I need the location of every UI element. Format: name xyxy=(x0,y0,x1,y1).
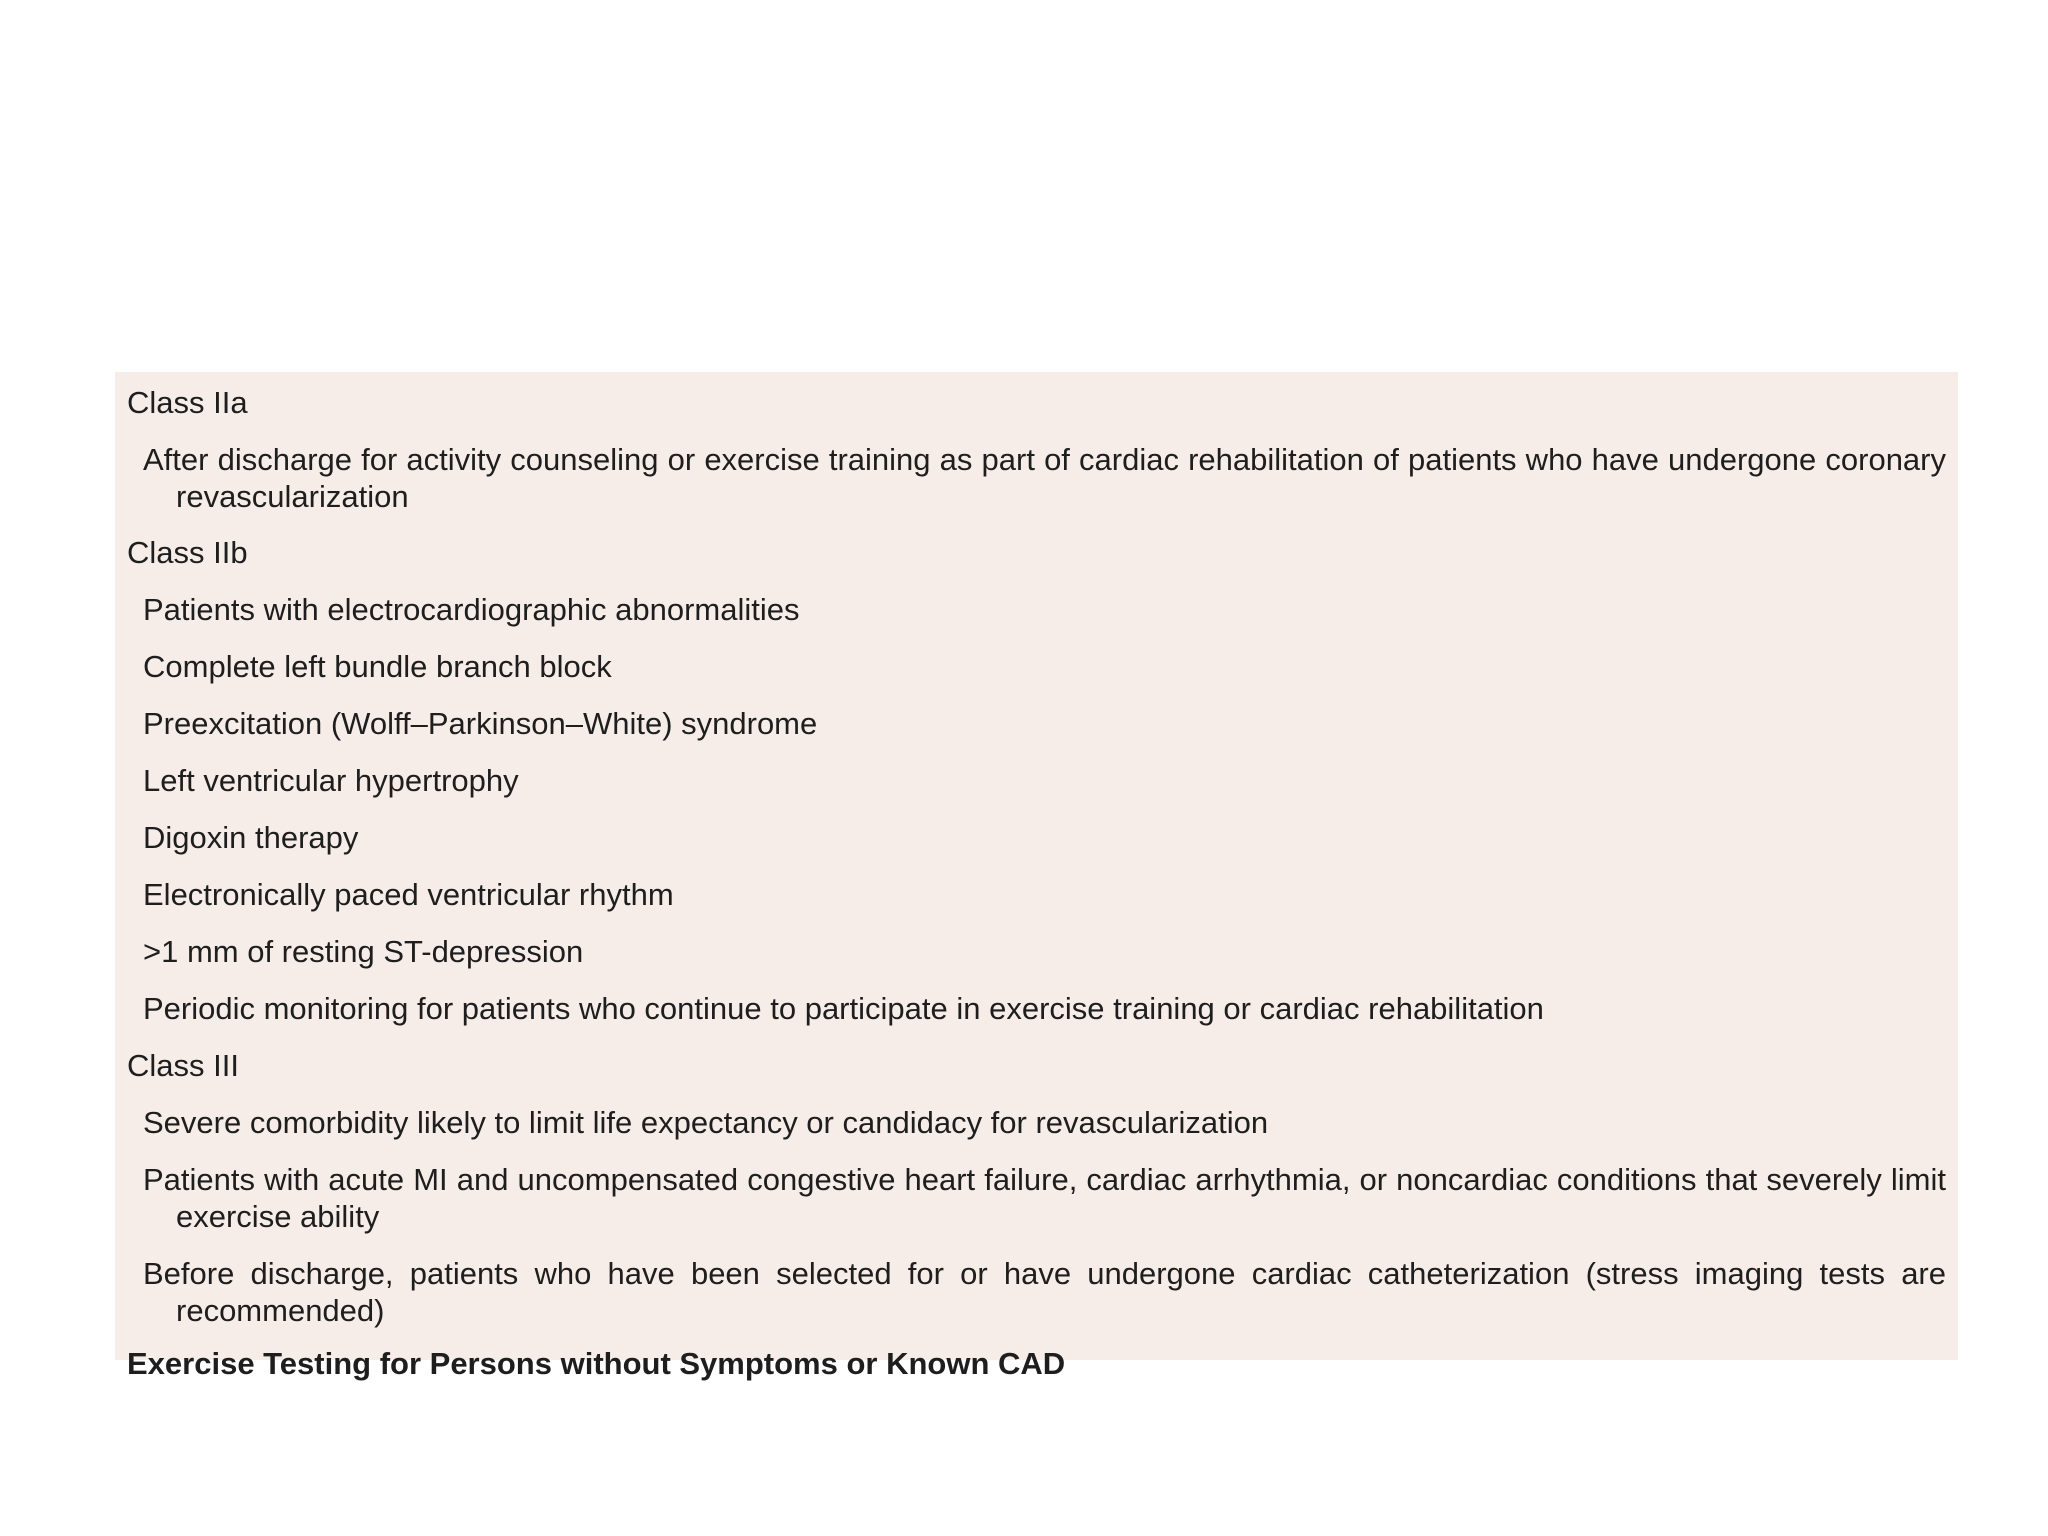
class-iia-heading: Class IIa xyxy=(127,385,248,420)
class-iii-item-1: Severe comorbidity likely to limit life expectancy or candidacy for revascularization xyxy=(143,1105,1269,1140)
class-iib-item-4: Left ventricular hypertrophy xyxy=(143,763,519,798)
class-iib-item-3: Preexcitation (Wolff–Parkinson–White) syndrome xyxy=(143,706,818,741)
class-iib-item-1: Patients with electrocardiographic abnormalities xyxy=(143,592,800,627)
class-iib-item-7: >1 mm of resting ST-depression xyxy=(143,934,584,969)
guideline-table-panel xyxy=(115,372,1958,1381)
class-iib-item-5: Digoxin therapy xyxy=(143,820,359,855)
class-iib-item-6: Electronically paced ventricular rhythm xyxy=(143,877,674,912)
class-iii-item-2: Patients with acute MI and uncompensated congestive heart failure, cardiac arrhythmia, or noncardiac conditions that severely limit exercise ability xyxy=(143,1162,1946,1234)
next-section-heading-cut-off: Exercise Testing for Persons without Symptoms or Known CAD xyxy=(127,1346,1066,1381)
class-iib-item-2: Complete left bundle branch block xyxy=(143,649,612,684)
class-iib-item-8: Periodic monitoring for patients who continue to participate in exercise training or cardiac rehabilitation xyxy=(143,991,1544,1026)
class-iii-item-3: Before discharge, patients who have been selected for or have undergone cardiac catheterization (stress imaging tests are recommended) xyxy=(143,1256,1946,1328)
class-iib-heading: Class IIb xyxy=(127,535,248,570)
class-iia-item-1: After discharge for activity counseling or exercise training as part of cardiac rehabilitation of patients who have undergone coronary revascularization xyxy=(143,442,1946,514)
class-iii-heading: Class III xyxy=(127,1048,239,1083)
